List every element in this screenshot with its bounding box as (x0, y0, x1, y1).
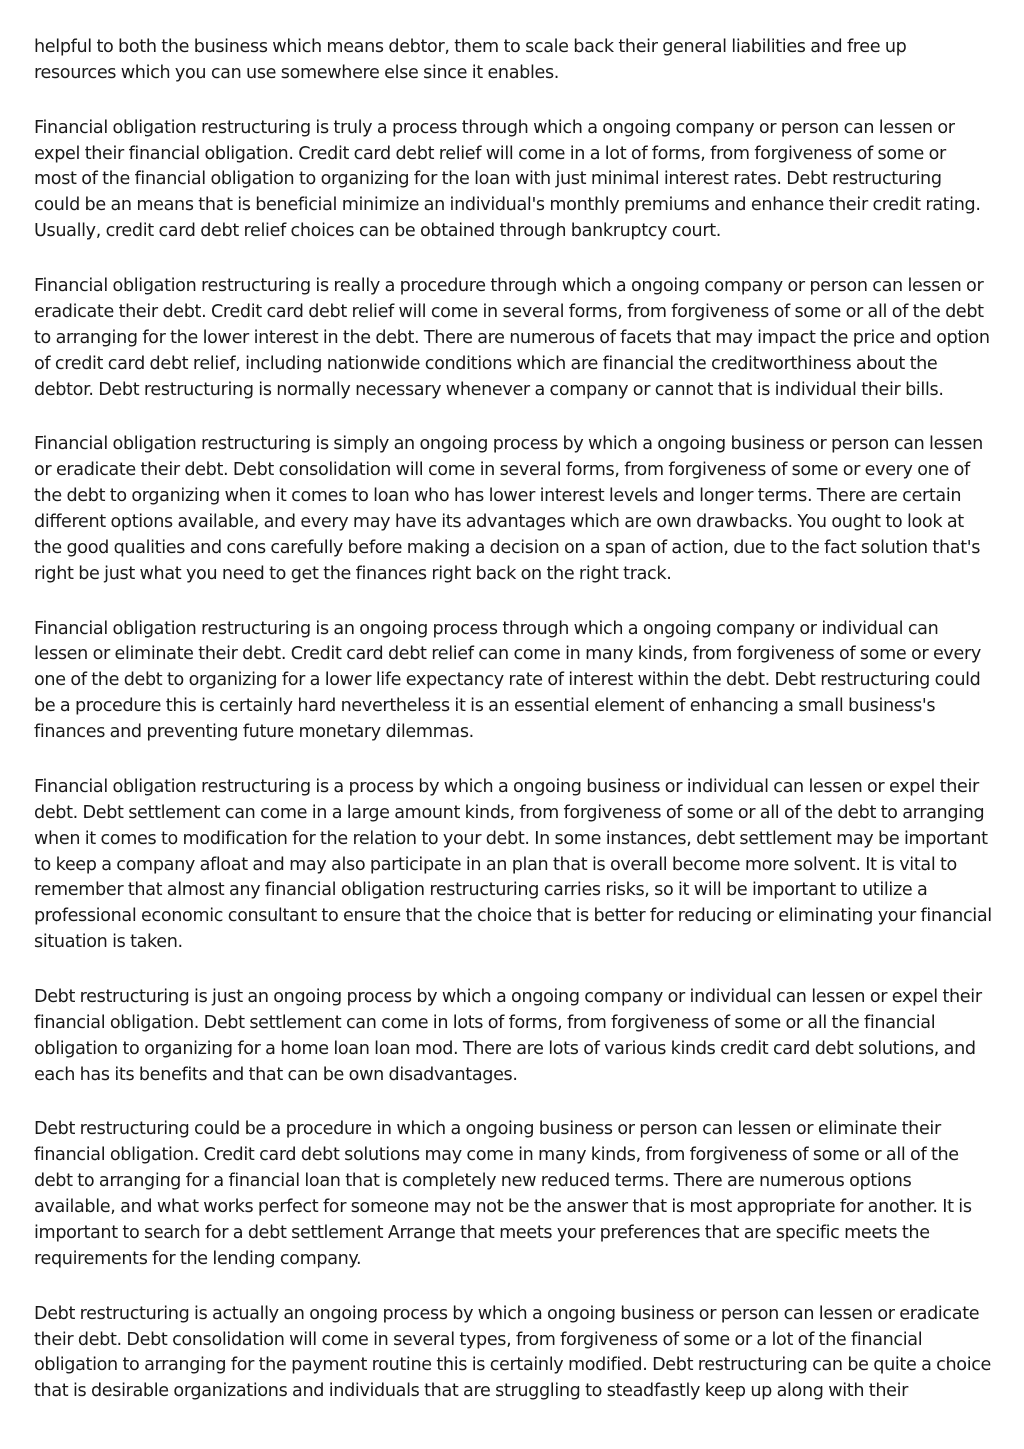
paragraph-5: Financial obligation restructuring is an ongoing process through which a ongoing company or individual can lessen or eliminate their debt. Credit card debt relief can come in many kinds, from forgiveness of some or every one of the debt to organizing for a lower life expectancy rate of interest within the debt. Debt restructuring could be a procedure this is certainly hard nevertheless it is an essential element of enhancing a small business's finances and preventing future monetary dilemmas. (34, 618, 981, 743)
paragraph-1: helpful to both the business which means debtor, them to scale back their general liabilities and free up resources which you can use somewhere else since it enables. (34, 37, 907, 83)
document-body (34, 35, 992, 1434)
paragraph-2: Financial obligation restructuring is truly a process through which a ongoing company or person can lessen or expel their financial obligation. Credit card debt relief will come in a lot of forms, from forgiveness of some or most of the financial obligation to organizing for the loan with just minimal interest rates. Debt restructuring could be an means that is beneficial minimize an individual's monthly premiums and enhance their credit rating. Usually, credit card debt relief choices can be obtained through bankruptcy court. (34, 117, 981, 242)
paragraph-7: Debt restructuring is just an ongoing process by which a ongoing company or individual can lessen or expel their financial obligation. Debt settlement can come in lots of forms, from forgiveness of some or all the financial obligation to organizing for a home loan loan mod. There are lots of various kinds credit card debt solutions, and each has its benefits and that can be own disadvantages. (34, 986, 982, 1085)
paragraph-9: Debt restructuring is actually an ongoing process by which a ongoing business or person can lessen or eradicate their debt. Debt consolidation will come in several types, from forgiveness of some or a lot of the financial obligation to arranging for the payment routine this is certainly modified. Debt restructuring can be quite a choice that is desirable organizations and individuals that are struggling to steadfastly keep up along with their (34, 1303, 992, 1402)
paragraph-6: Financial obligation restructuring is a process by which a ongoing business or individual can lessen or expel their debt. Debt settlement can come in a large amount kinds, from forgiveness of some or all of the debt to arranging when it comes to modification for the relation to your debt. In some instances, debt settlement may be important to keep a company afloat and may also participate in an plan that is overall become more solvent. It is vital to remember that almost any financial obligation restructuring carries risks, so it will be important to utilize a professional economic consultant to ensure that the choice that is better for reducing or eliminating your financial situation is taken. (34, 776, 992, 953)
paragraph-4: Financial obligation restructuring is simply an ongoing process by which a ongoing business or person can lessen or eradicate their debt. Debt consolidation will come in several forms, from forgiveness of some or every one of the debt to organizing when it comes to loan who has lower interest levels and longer terms. There are certain different options available, and every may have its advantages which are own drawbacks. You ought to look at the good qualities and cons carefully before making a decision on a span of action, due to the fact solution that's right be just what you need to get the finances right back on the right track. (34, 434, 983, 584)
paragraph-3: Financial obligation restructuring is really a procedure through which a ongoing company or person can lessen or eradicate their debt. Credit card debt relief will come in several forms, from forgiveness of some or all of the debt to arranging for the lower interest in the debt. There are numerous of facets that may impact the price and option of credit card debt relief, including nationwide conditions which are financial the creditworthiness about the debtor. Debt restructuring is normally necessary whenever a company or cannot that is individual their bills. (34, 275, 990, 400)
paragraph-8: Debt restructuring could be a procedure in which a ongoing business or person can lessen or eliminate their financial obligation. Credit card debt solutions may come in many kinds, from forgiveness of some or all of the debt to arranging for a financial loan that is completely new reduced terms. There are numerous options available, and what works perfect for someone may not be the answer that is most appropriate for another. It is important to search for a debt settlement Arrange that meets your preferences that are specific meets the requirements for the lending company. (34, 1119, 972, 1269)
